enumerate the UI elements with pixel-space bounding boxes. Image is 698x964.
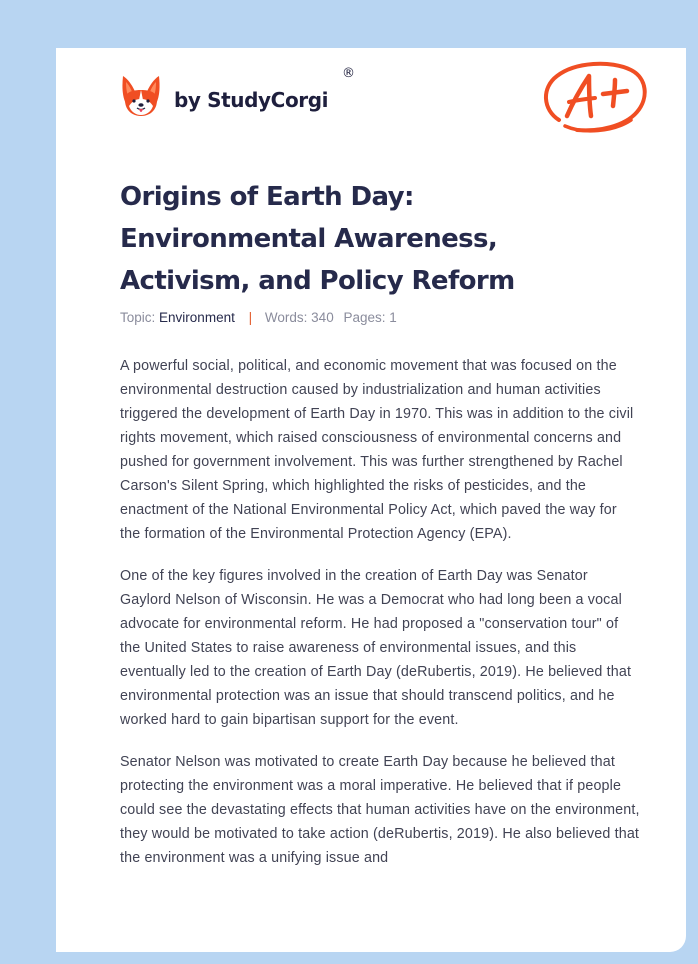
words-label: Words: (264, 310, 308, 325)
document-meta (120, 310, 397, 325)
brand-name: by StudyCorgi (174, 88, 329, 112)
document-card (56, 48, 686, 952)
a-plus-grade-icon (539, 58, 649, 140)
document-title: Origins of Earth Day: Environmental Awareness, Activism, and Policy Reform (120, 182, 515, 296)
topic-link[interactable]: Environment (159, 310, 235, 325)
words-count: 340 (311, 310, 334, 325)
registered-mark: ® (342, 66, 355, 81)
meta-separator: | (248, 310, 253, 325)
paragraph: Senator Nelson was motivated to create Earth Day because he believed that protecting the environment was a moral imperative. He believed that if people could see the devastating effects that human activities have on the environment, they would be motivated to take action (deRubertis, 2019). He also believed that the environment was a unifying issue and (120, 754, 640, 866)
pages-label: Pages: (343, 310, 386, 325)
topic-label: Topic: (120, 310, 156, 325)
paragraph: A powerful social, political, and economic movement that was focused on the environmental destruction caused by industrialization and human activities triggered the development of Earth Day in 1970. This was in addition to the civil rights movement, which raised consciousness of environmental concerns and pushed for government involvement. This was further strengthened by Rachel Carson's Silent Spring, which highlighted the risks of pesticides, and the enactment of the National Environmental Policy Act, which paved the way for the formation of the Environmental Protection Agency (EPA). (120, 358, 634, 542)
corgi-logo-icon (120, 74, 162, 120)
pages-count: 1 (389, 310, 397, 325)
studycorgi-logo[interactable] (120, 74, 328, 120)
paragraph: One of the key figures involved in the creation of Earth Day was Senator Gaylord Nelson of Wisconsin. He was a Democrat who had long been a vocal advocate for environmental reform. He had proposed a "conservation tour" of the United States to raise awareness of environmental issues, and this eventually led to the creation of Earth Day (deRubertis, 2019). He believed that environmental protection was an issue that should transcend politics, and he worked hard to gain bipartisan support for the event. (120, 568, 632, 728)
document-body (120, 354, 640, 888)
header (56, 48, 686, 158)
